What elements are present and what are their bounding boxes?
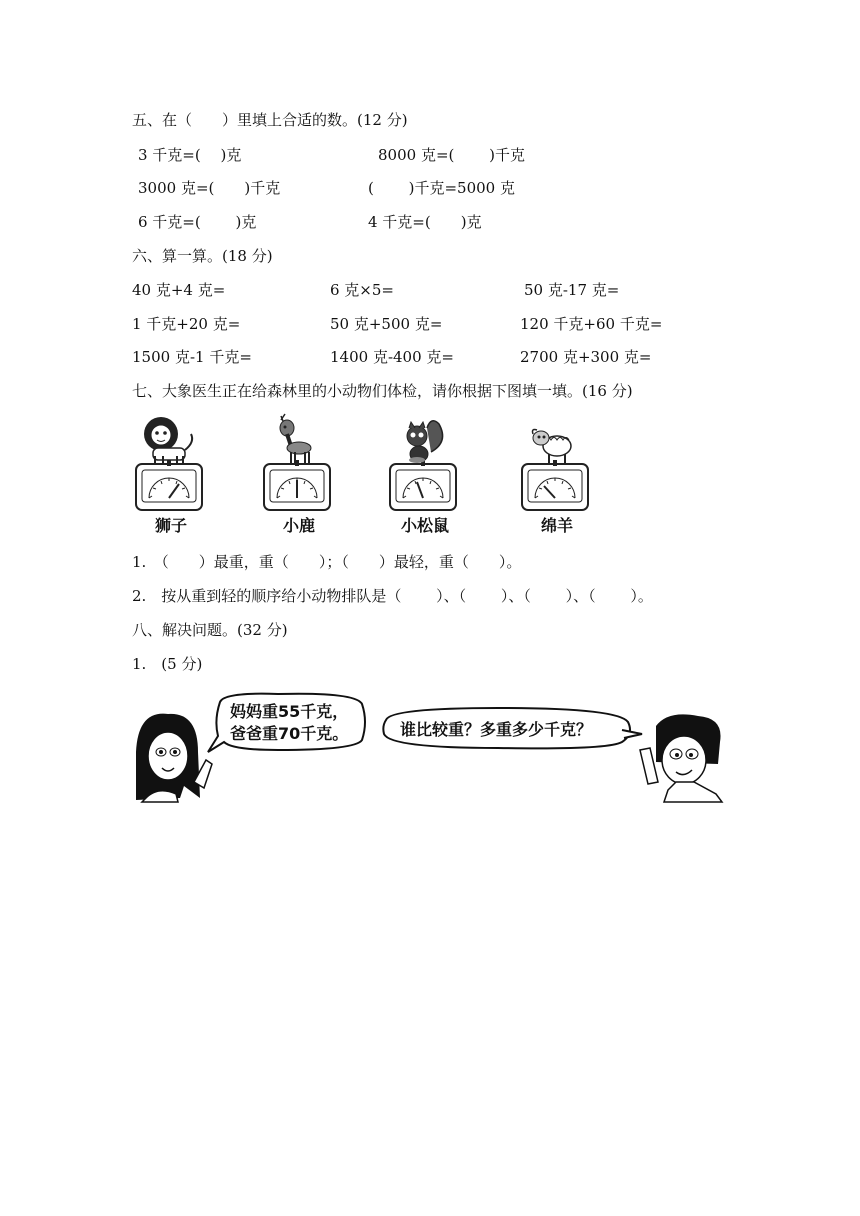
calc-item: 50 克-17 克= [524,281,620,299]
section7-title: 七、大象医生正在给森林里的小动物们体检，请你根据下图填一填。(16 分) [132,382,633,400]
calc-item: 1 千克+20 克= [132,315,241,333]
section5-item: 8000 克=( )千克 [378,146,525,164]
section8-title: 八、解决问题。(32 分) [132,621,288,639]
calc-item: 50 克+500 克= [330,315,443,333]
bubble-left-line-1: 妈妈重55千克， [230,702,349,721]
animal-scales-illustration [125,412,605,522]
calc-item: 120 千克+60 千克= [520,315,663,333]
bubble-left-line-2: 爸爸重70千克。 [230,724,349,743]
animal-caption-deer: 小鹿 [282,516,315,535]
sheep-scale [522,430,588,511]
lion-scale [136,417,202,510]
girl-cartoon [136,714,212,802]
section8-question-1: 1. (5 分) [132,655,203,673]
section5-item: 3000 克=( )千克 [138,179,281,197]
calc-item: 1400 克-400 克= [330,348,454,366]
section5-item: 6 千克=( )克 [138,213,257,231]
section6-title: 六、算一算。(18 分) [132,247,273,265]
section7-question-2: 2. 按从重到轻的顺序给小动物排队是（ ）、（ ）、（ ）、（ ）。 [132,587,653,605]
animal-caption-lion: 狮子 [154,516,187,535]
calc-item: 40 克+4 克= [132,281,226,299]
section5-item: 4 千克=( )克 [368,213,482,231]
bubble-right-text: 谁比较重？多重多少千克？ [400,720,593,739]
section5-item: ( )千克=5000 克 [368,179,515,197]
section7-question-1: 1. （ ）最重，重（ ）；（ ）最轻，重（ ）。 [132,553,522,571]
calc-item: 6 克×5= [330,281,394,299]
animal-caption-squirrel: 小松鼠 [400,516,449,535]
dialogue-illustration [128,690,728,805]
calc-item: 1500 克-1 千克= [132,348,252,366]
section5-title: 五、在（ ）里填上合适的数。(12 分) [132,111,408,129]
section5-item: 3 千克=( )克 [138,146,242,164]
animal-caption-sheep: 绵羊 [540,516,573,535]
boy-cartoon [640,714,722,802]
calc-item: 2700 克+300 克= [520,348,652,366]
deer-scale [264,414,330,510]
squirrel-scale [390,421,456,510]
